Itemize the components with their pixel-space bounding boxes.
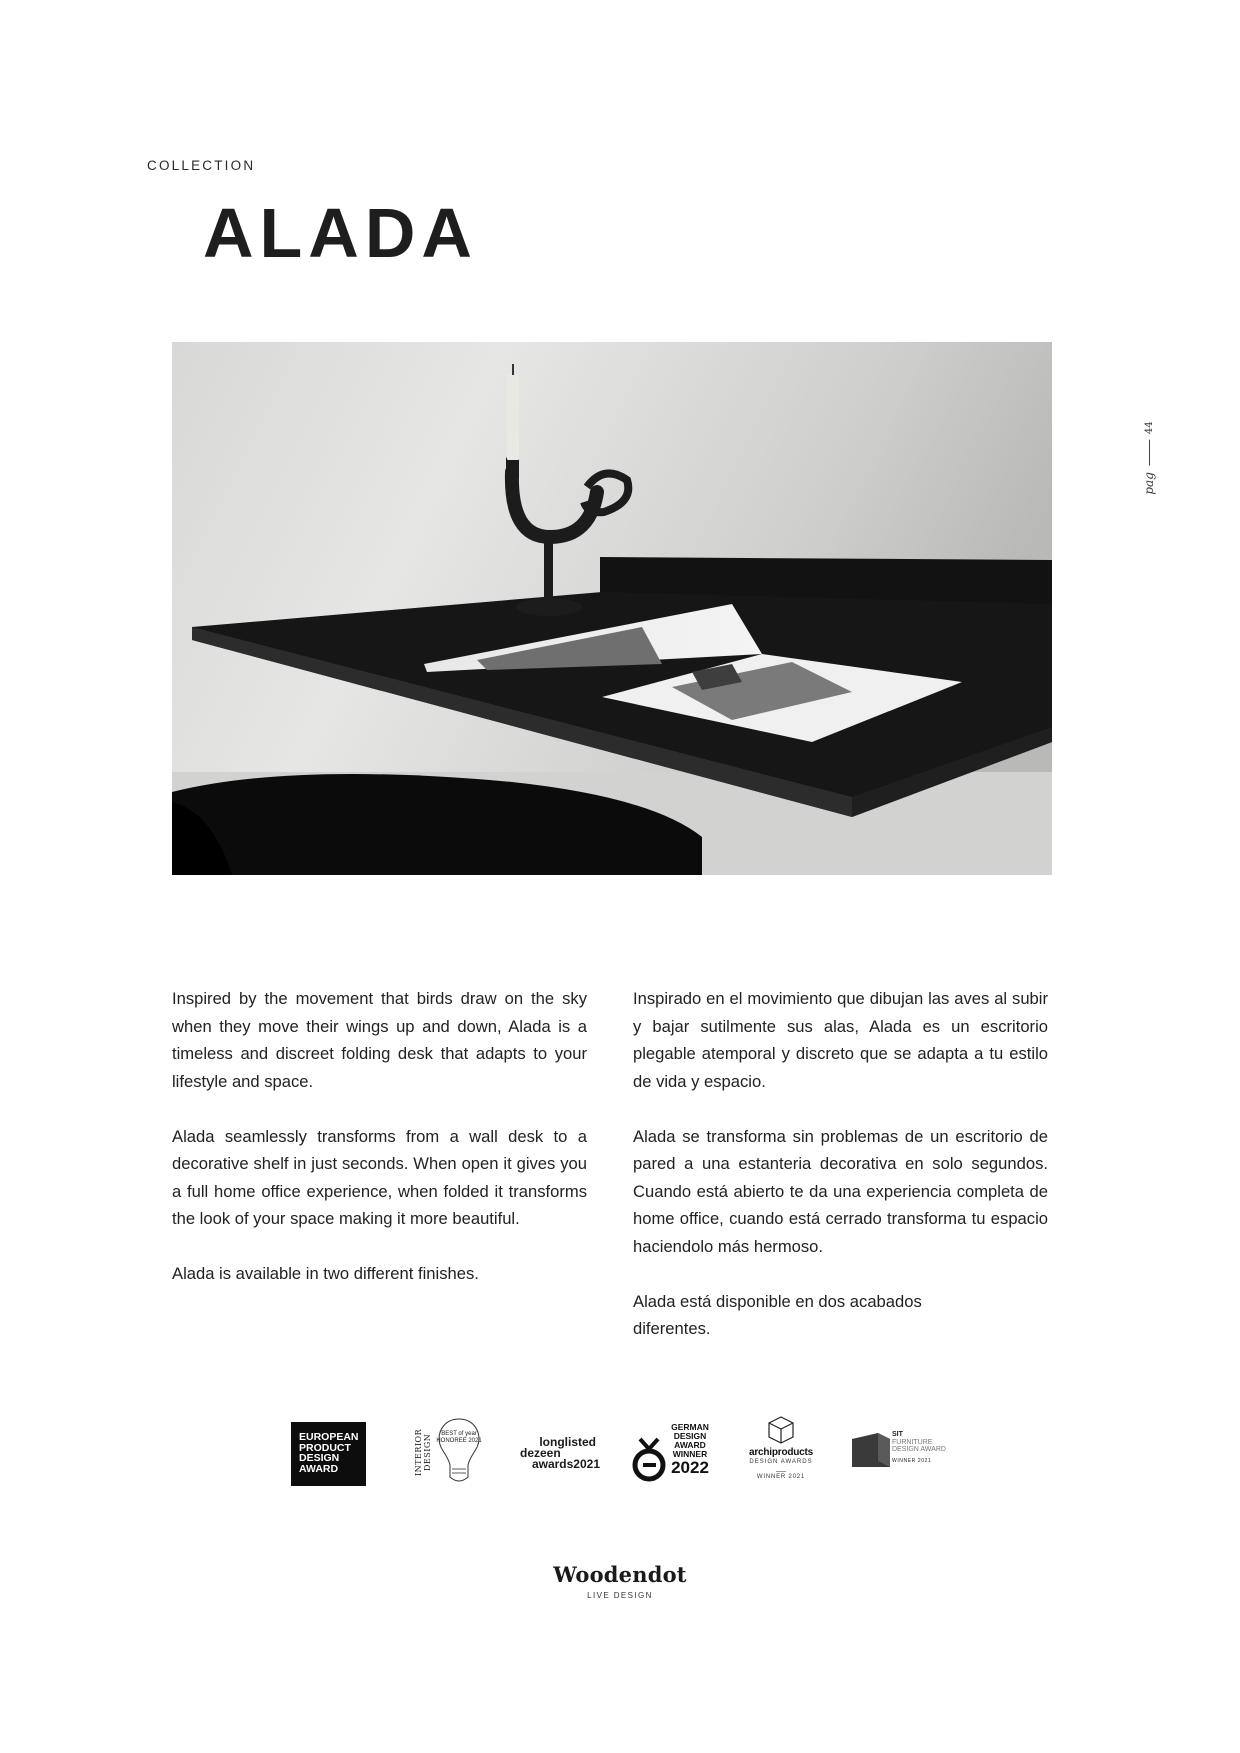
gda-year: 2022 xyxy=(671,1458,709,1477)
interior-design-line-1: BEST of year xyxy=(441,1431,477,1437)
archiproducts-brand: archiproducts xyxy=(748,1447,814,1458)
german-design-award-text xyxy=(670,1423,710,1477)
gda-line-1: GERMAN xyxy=(671,1422,709,1432)
english-paragraph-3: Alada is available in two different finishes. xyxy=(172,1264,479,1283)
awards-row xyxy=(0,1415,1240,1495)
german-design-award-logo xyxy=(632,1423,712,1501)
archiproducts-divider xyxy=(776,1471,786,1472)
english-paragraph-2: Alada seamlessly transforms from a wall desk to a decorative shelf in just seconds. When open it gives you a full home office experience, when folded it transforms the look of your space making it more beautiful. xyxy=(172,1126,587,1228)
sit-award-text xyxy=(892,1431,946,1465)
archiproducts-winner: WINNER 2021 xyxy=(756,1474,806,1480)
gda-line-3: AWARD xyxy=(674,1440,706,1450)
archiproducts-sub: DESIGN AWARDS xyxy=(749,1459,813,1465)
lightbulb-icon xyxy=(436,1417,482,1489)
dezeen-line-1: longlisted xyxy=(539,1435,596,1449)
spanish-paragraph-1: Inspirado en el movimiento que dibujan las aves al subir y bajar sutilmente sus alas, Alada es un escritorio plegable atemporal y discreto que se adapta a tu estilo de vida y espacio. xyxy=(633,989,1048,1091)
page-number: 44 xyxy=(1143,421,1155,435)
page-marker-line xyxy=(1149,440,1150,466)
english-paragraph-1: Inspired by the movement that birds draw on the sky when they move their wings up and down, Alada is a timeless and discreet folding desk that adapts to your lifestyle and space. xyxy=(172,989,587,1091)
page-title: ALADA xyxy=(203,194,478,272)
page-prefix: pag xyxy=(1142,472,1156,495)
dezeen-line-3: awards2021 xyxy=(531,1457,600,1471)
brand-name: Woodendot xyxy=(553,1562,687,1587)
epda-line-2: PRODUCT xyxy=(299,1441,351,1454)
hero-photo-illustration xyxy=(172,342,1052,875)
hero-photo xyxy=(172,342,1052,875)
page-marker xyxy=(1138,418,1160,498)
gda-line-4: WINNER xyxy=(672,1449,708,1459)
german-design-award-mark-icon xyxy=(632,1435,666,1483)
sit-line-1: SIT xyxy=(892,1431,903,1438)
sit-furniture-design-award-logo xyxy=(852,1429,952,1507)
dezeen-awards-logo xyxy=(520,1437,600,1515)
brand-tagline: LIVE DESIGN xyxy=(587,1591,653,1600)
spanish-copy xyxy=(633,985,1048,1370)
interior-design-award-logo xyxy=(414,1415,484,1493)
dezeen-line-2: dezeen xyxy=(520,1446,561,1460)
gda-line-2: DESIGN xyxy=(673,1431,707,1441)
interior-design-bulb-text xyxy=(436,1431,482,1445)
sit-line-2: FURNITURE xyxy=(892,1438,933,1446)
collection-eyebrow: COLLECTION xyxy=(147,158,256,173)
sit-block-icon xyxy=(852,1433,890,1467)
epda-line-3: DESIGN xyxy=(299,1452,340,1464)
spanish-paragraph-3: Alada está disponible en dos acabados diferentes. xyxy=(633,1291,922,1338)
interior-design-wordmark: INTERIOR DESIGN xyxy=(414,1428,432,1477)
epda-line-1: EUROPEAN xyxy=(299,1431,359,1443)
woodendot-logo xyxy=(0,1562,1240,1600)
epda-line-4: AWARD xyxy=(299,1462,339,1475)
spanish-paragraph-2: Alada se transforma sin problemas de un escritorio de pared a una estanteria decorativa en solo segundos. Cuando está abierto te da una experiencia completa de home office, cuando está cerrado transforma tu espacio haciendolo más hermoso. xyxy=(633,1126,1048,1256)
european-product-design-award-logo xyxy=(291,1422,366,1486)
sit-line-3: DESIGN AWARD xyxy=(892,1446,946,1453)
english-copy xyxy=(172,985,587,1315)
interior-design-line-2: HONOREE 2021 xyxy=(436,1438,482,1444)
cube-icon xyxy=(767,1415,795,1445)
sit-winner: WINNER 2021 xyxy=(892,1457,932,1464)
archiproducts-design-awards-logo xyxy=(745,1415,817,1493)
